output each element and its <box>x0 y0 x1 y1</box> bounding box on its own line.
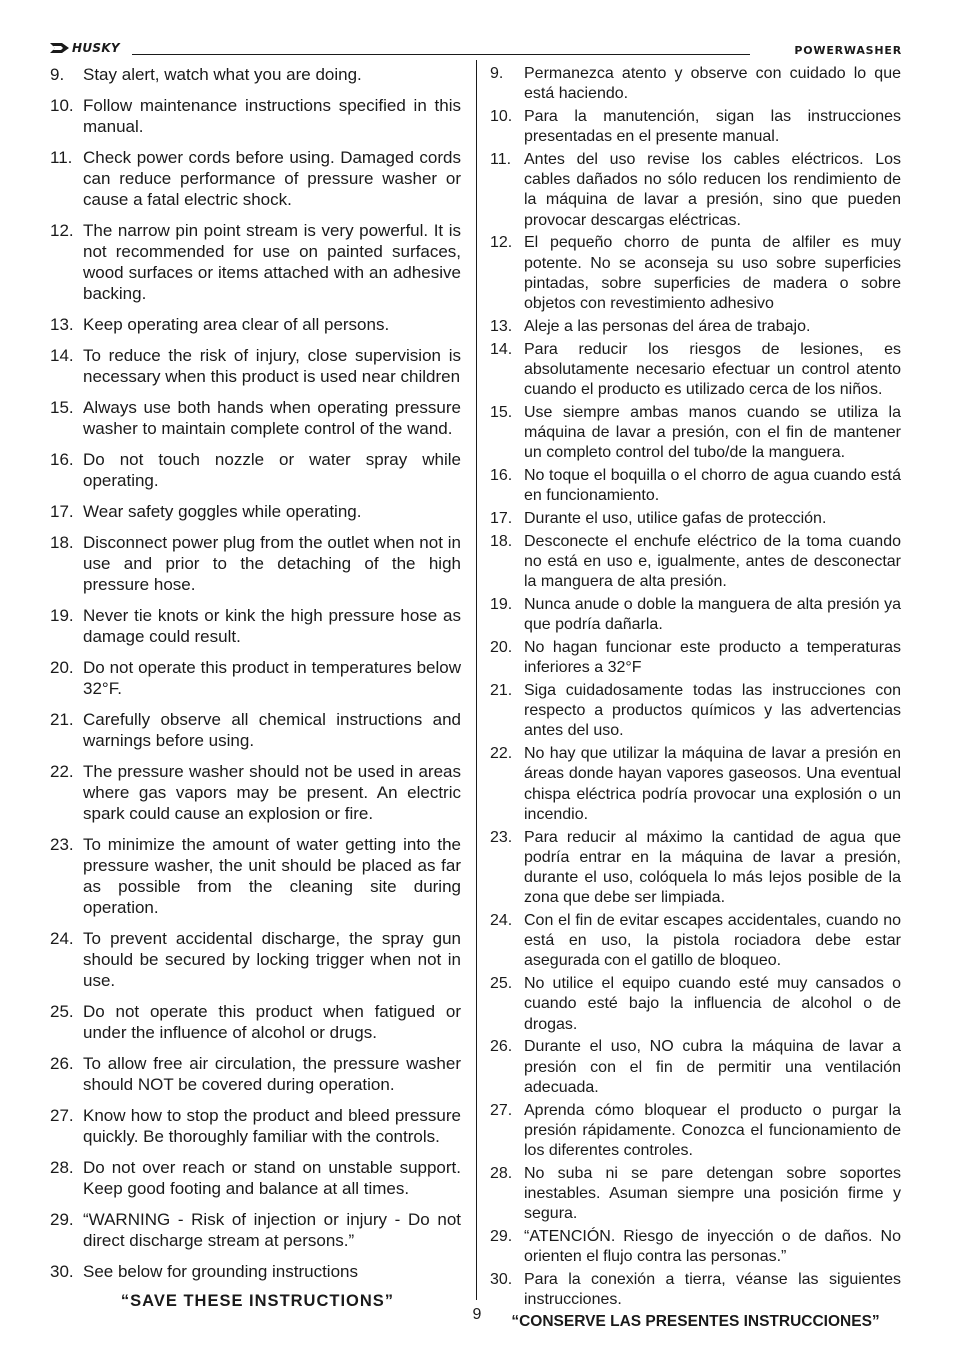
page-number: 9 <box>472 1306 482 1323</box>
spanish-column <box>490 64 901 1331</box>
item-text: Do not operate this product when fatigued or under the influence of alcohol or drugs. <box>83 1002 461 1042</box>
item-number: 13. <box>490 317 513 335</box>
english-instruction-item <box>50 345 461 387</box>
spanish-instruction-item <box>490 1037 901 1098</box>
item-text: Use siempre ambas manos cuando se utiliza la máquina de lavar a presión, con el fin de mantener un completo control del tubo/de la manguera. <box>524 403 901 462</box>
item-number: 16. <box>50 450 74 469</box>
spanish-instruction-item <box>490 233 901 314</box>
item-text: Durante el uso, utilice gafas de protección. <box>524 510 827 528</box>
english-instruction-item <box>50 397 461 439</box>
item-text: To reduce the risk of injury, close supervision is necessary when this product is used near children <box>83 346 461 386</box>
item-text: Desconecte el enchufe eléctrico de la toma cuando no está en uso e, igualmente, antes de desconectar la manguera de alta presión. <box>524 532 901 591</box>
spanish-instruction-list <box>490 64 901 1310</box>
english-instruction-item <box>50 532 461 595</box>
english-instruction-item <box>50 220 461 304</box>
english-instruction-item <box>50 1053 461 1095</box>
item-number: 20. <box>50 658 74 677</box>
spanish-instruction-item <box>490 638 901 678</box>
item-number: 23. <box>50 835 74 854</box>
item-number: 24. <box>50 929 74 948</box>
english-instruction-item <box>50 449 461 491</box>
item-number: 26. <box>50 1054 74 1073</box>
item-number: 27. <box>50 1106 74 1125</box>
item-text: No suba ni se pare detengan sobre soportes inestables. Asuman siempre una posición firme y segura. <box>524 1164 901 1223</box>
item-text: Follow maintenance instructions specified in this manual. <box>83 96 461 136</box>
save-instructions-heading: “SAVE THESE INSTRUCTIONS” <box>120 1292 395 1310</box>
spanish-instruction-item <box>490 107 901 147</box>
item-text: To minimize the amount of water getting into the pressure washer, the unit should be placed as far as possible from the cleaning site during operation. <box>83 835 461 917</box>
item-number: 14. <box>50 346 74 365</box>
spanish-instruction-item <box>490 828 901 909</box>
item-number: 9. <box>50 65 65 84</box>
english-instruction-item <box>50 1105 461 1147</box>
brand-name: HUSKY <box>72 41 120 55</box>
item-text: Keep operating area clear of all persons. <box>83 315 390 334</box>
item-text: Nunca anude o doble la manguera de alta presión ya que podría dañarla. <box>524 596 901 634</box>
item-number: 12. <box>490 234 513 252</box>
item-number: 13. <box>50 315 74 334</box>
item-text: No utilice el equipo cuando esté muy cansados o cuando esté bajo la influencia de alcohol o de drogas. <box>524 975 901 1033</box>
spanish-instruction-item <box>490 1270 901 1310</box>
item-text: Know how to stop the product and bleed pressure quickly. Be thoroughly familiar with the controls. <box>83 1106 461 1146</box>
item-text: Do not touch nozzle or water spray while operating. <box>83 450 461 490</box>
english-instruction-item <box>50 605 461 647</box>
item-number: 23. <box>490 828 513 846</box>
item-number: 25. <box>50 1002 74 1021</box>
item-number: 21. <box>490 682 513 700</box>
item-number: 18. <box>490 532 513 550</box>
item-number: 11. <box>490 151 512 168</box>
item-text: Para la manutención, sigan las instrucciones presentadas en el presente manual. <box>524 108 901 146</box>
item-text: No hay que utilizar la máquina de lavar a presión en áreas donde hayan vapores gaseosos. Una eventual chispa eléctrica podría provocar una explosión o un incendio. <box>524 745 901 823</box>
item-number: 14. <box>490 340 513 358</box>
english-instruction-item <box>50 1261 461 1282</box>
item-text: Do not operate this product in temperatures below 32°F. <box>83 658 461 698</box>
page-header <box>50 40 902 58</box>
item-text: No toque el boquilla o el chorro de agua cuando está en funcionamiento. <box>524 467 901 505</box>
item-text: The pressure washer should not be used in areas where gas vapors may be present. An electric spark could cause an explosion or fire. <box>83 762 461 823</box>
spanish-instruction-item <box>490 340 901 401</box>
item-text: Durante el uso, NO cubra la máquina de lavar a presión con el fin de permitir una ventilación adecuada. <box>524 1038 901 1096</box>
item-text: Con el fin de evitar escapes accidentales, cuando no está en uso, la pistola rociadora debe estar asegurada con el gatillo de bloqueo. <box>524 912 901 970</box>
item-number: 17. <box>490 510 513 528</box>
item-number: 16. <box>490 467 513 485</box>
item-text: Never tie knots or kink the high pressure hose as damage could result. <box>83 606 461 646</box>
spanish-instruction-item <box>490 1164 901 1225</box>
item-text: Permanezca atento y observe con cuidado lo que está haciendo. <box>524 65 901 103</box>
item-text: Para reducir al máximo la cantidad de agua que podría entrar en la máquina de lavar a presión, durante el uso, colóquela lo más lejos posible de la zona que debe ser limpiada. <box>524 828 901 907</box>
english-instruction-item <box>50 1157 461 1199</box>
spanish-instruction-item <box>490 150 901 231</box>
spanish-instruction-item <box>490 595 901 635</box>
item-number: 17. <box>50 502 74 521</box>
spanish-instruction-item <box>490 1227 901 1267</box>
english-instruction-item <box>50 709 461 751</box>
english-instruction-item <box>50 928 461 991</box>
item-text: To prevent accidental discharge, the spray gun should be secured by locking trigger when not in use. <box>83 929 461 990</box>
english-instruction-item <box>50 761 461 824</box>
item-number: 30. <box>50 1262 74 1281</box>
english-instruction-item <box>50 1209 461 1251</box>
item-text: Do not over reach or stand on unstable support. Keep good footing and balance at all times. <box>83 1158 461 1198</box>
english-instruction-item <box>50 95 461 137</box>
spanish-instruction-item <box>490 317 901 337</box>
english-instruction-list <box>50 64 461 1282</box>
item-number: 15. <box>490 403 513 421</box>
item-number: 24. <box>490 912 513 930</box>
spanish-instruction-item <box>490 466 901 506</box>
item-number: 10. <box>490 108 513 125</box>
item-number: 28. <box>50 1158 74 1177</box>
english-instruction-item <box>50 147 461 210</box>
item-number: 25. <box>490 975 513 993</box>
item-number: 22. <box>490 745 513 763</box>
husky-arrow-logo-icon <box>50 42 70 54</box>
item-number: 10. <box>50 96 74 115</box>
item-text: Siga cuidadosamente todas las instrucciones con respecto a productos químicos y las advertencias antes del uso. <box>524 682 901 740</box>
item-text: El pequeño chorro de punta de alfiler es muy potente. No se aconseja su uso sobre superficies pintadas, sobre superficies de madera o sobre objetos con revestimiento adhesivo <box>524 234 901 313</box>
item-number: 30. <box>490 1271 513 1289</box>
english-instruction-item <box>50 1001 461 1043</box>
item-text: Disconnect power plug from the outlet when not in use and prior to the detaching of the high pressure hose. <box>83 533 461 594</box>
item-text: Wear safety goggles while operating. <box>83 502 362 521</box>
item-text: The narrow pin point stream is very powerful. It is not recommended for use on painted surfaces, wood surfaces or items attached with an adhesive backing. <box>83 221 461 303</box>
item-number: 21. <box>50 710 74 729</box>
item-number: 22. <box>50 762 74 781</box>
item-text: “WARNING - Risk of injection or injury - Do not direct discharge stream at persons.” <box>83 1210 461 1250</box>
item-text: Always use both hands when operating pressure washer to maintain complete control of the wand. <box>83 398 461 438</box>
item-text: See below for grounding instructions <box>83 1262 358 1281</box>
item-text: Antes del uso revise los cables eléctricos. Los cables dañados no sólo reducen los rendimiento de la máquina de lavar a presión, sino que pueden provocar descargas eléctricas. <box>524 151 901 229</box>
spanish-instruction-item <box>490 744 901 825</box>
item-text: Check power cords before using. Damaged cords can reduce performance of pressure washer or cause a fatal electric shock. <box>83 148 461 209</box>
item-number: 26. <box>490 1038 513 1056</box>
item-number: 29. <box>50 1210 74 1229</box>
item-text: “ATENCIÓN. Riesgo de inyección o de daños. No orienten el flujo contra las personas.” <box>524 1228 901 1266</box>
spanish-instruction-item <box>490 911 901 972</box>
item-number: 12. <box>50 221 74 240</box>
english-instruction-item <box>50 64 461 85</box>
item-number: 28. <box>490 1164 513 1182</box>
spanish-instruction-item <box>490 509 901 529</box>
header-rule <box>132 54 750 55</box>
spanish-instruction-item <box>490 1101 901 1162</box>
item-text: Stay alert, watch what you are doing. <box>83 65 362 84</box>
item-text: No hagan funcionar este producto a temperaturas inferiores a 32°F <box>524 639 901 677</box>
item-text: To allow free air circulation, the pressure washer should NOT be covered during operation. <box>83 1054 461 1094</box>
item-number: 9. <box>490 65 504 82</box>
item-text: Aleje a las personas del área de trabajo. <box>524 317 811 335</box>
spanish-instruction-item <box>490 532 901 593</box>
item-number: 27. <box>490 1101 513 1119</box>
conserve-instructions-heading: “CONSERVE LAS PRESENTES INSTRUCCIONES” <box>511 1313 880 1331</box>
item-text: Aprenda cómo bloquear el producto o purgar la presión rápidamente. Conozca el funcionamiento de los diferentes controles. <box>524 1101 901 1160</box>
item-number: 18. <box>50 533 74 552</box>
item-number: 29. <box>490 1228 513 1246</box>
item-text: Para reducir los riesgos de lesiones, es absolutamente necesario efectuar un control atento cuando el producto es utilizado cerca de los niños. <box>524 340 901 399</box>
english-instruction-item <box>50 314 461 335</box>
item-number: 20. <box>490 639 513 657</box>
brand-logo <box>50 41 120 55</box>
item-number: 19. <box>490 596 513 614</box>
item-text: Carefully observe all chemical instructions and warnings before using. <box>83 710 461 750</box>
item-text: Para la conexión a tierra, véanse las siguientes instrucciones. <box>524 1271 901 1309</box>
english-instruction-item <box>50 657 461 699</box>
english-instruction-item <box>50 501 461 522</box>
english-instruction-item <box>50 834 461 918</box>
spanish-instruction-item <box>490 64 901 104</box>
item-number: 15. <box>50 398 74 417</box>
product-name: POWERWASHER <box>794 44 902 57</box>
english-column <box>50 64 461 1311</box>
item-number: 11. <box>50 148 73 167</box>
spanish-instruction-item <box>490 974 901 1035</box>
spanish-instruction-item <box>490 681 901 742</box>
column-divider <box>476 60 477 1300</box>
spanish-instruction-item <box>490 403 901 464</box>
item-number: 19. <box>50 606 74 625</box>
